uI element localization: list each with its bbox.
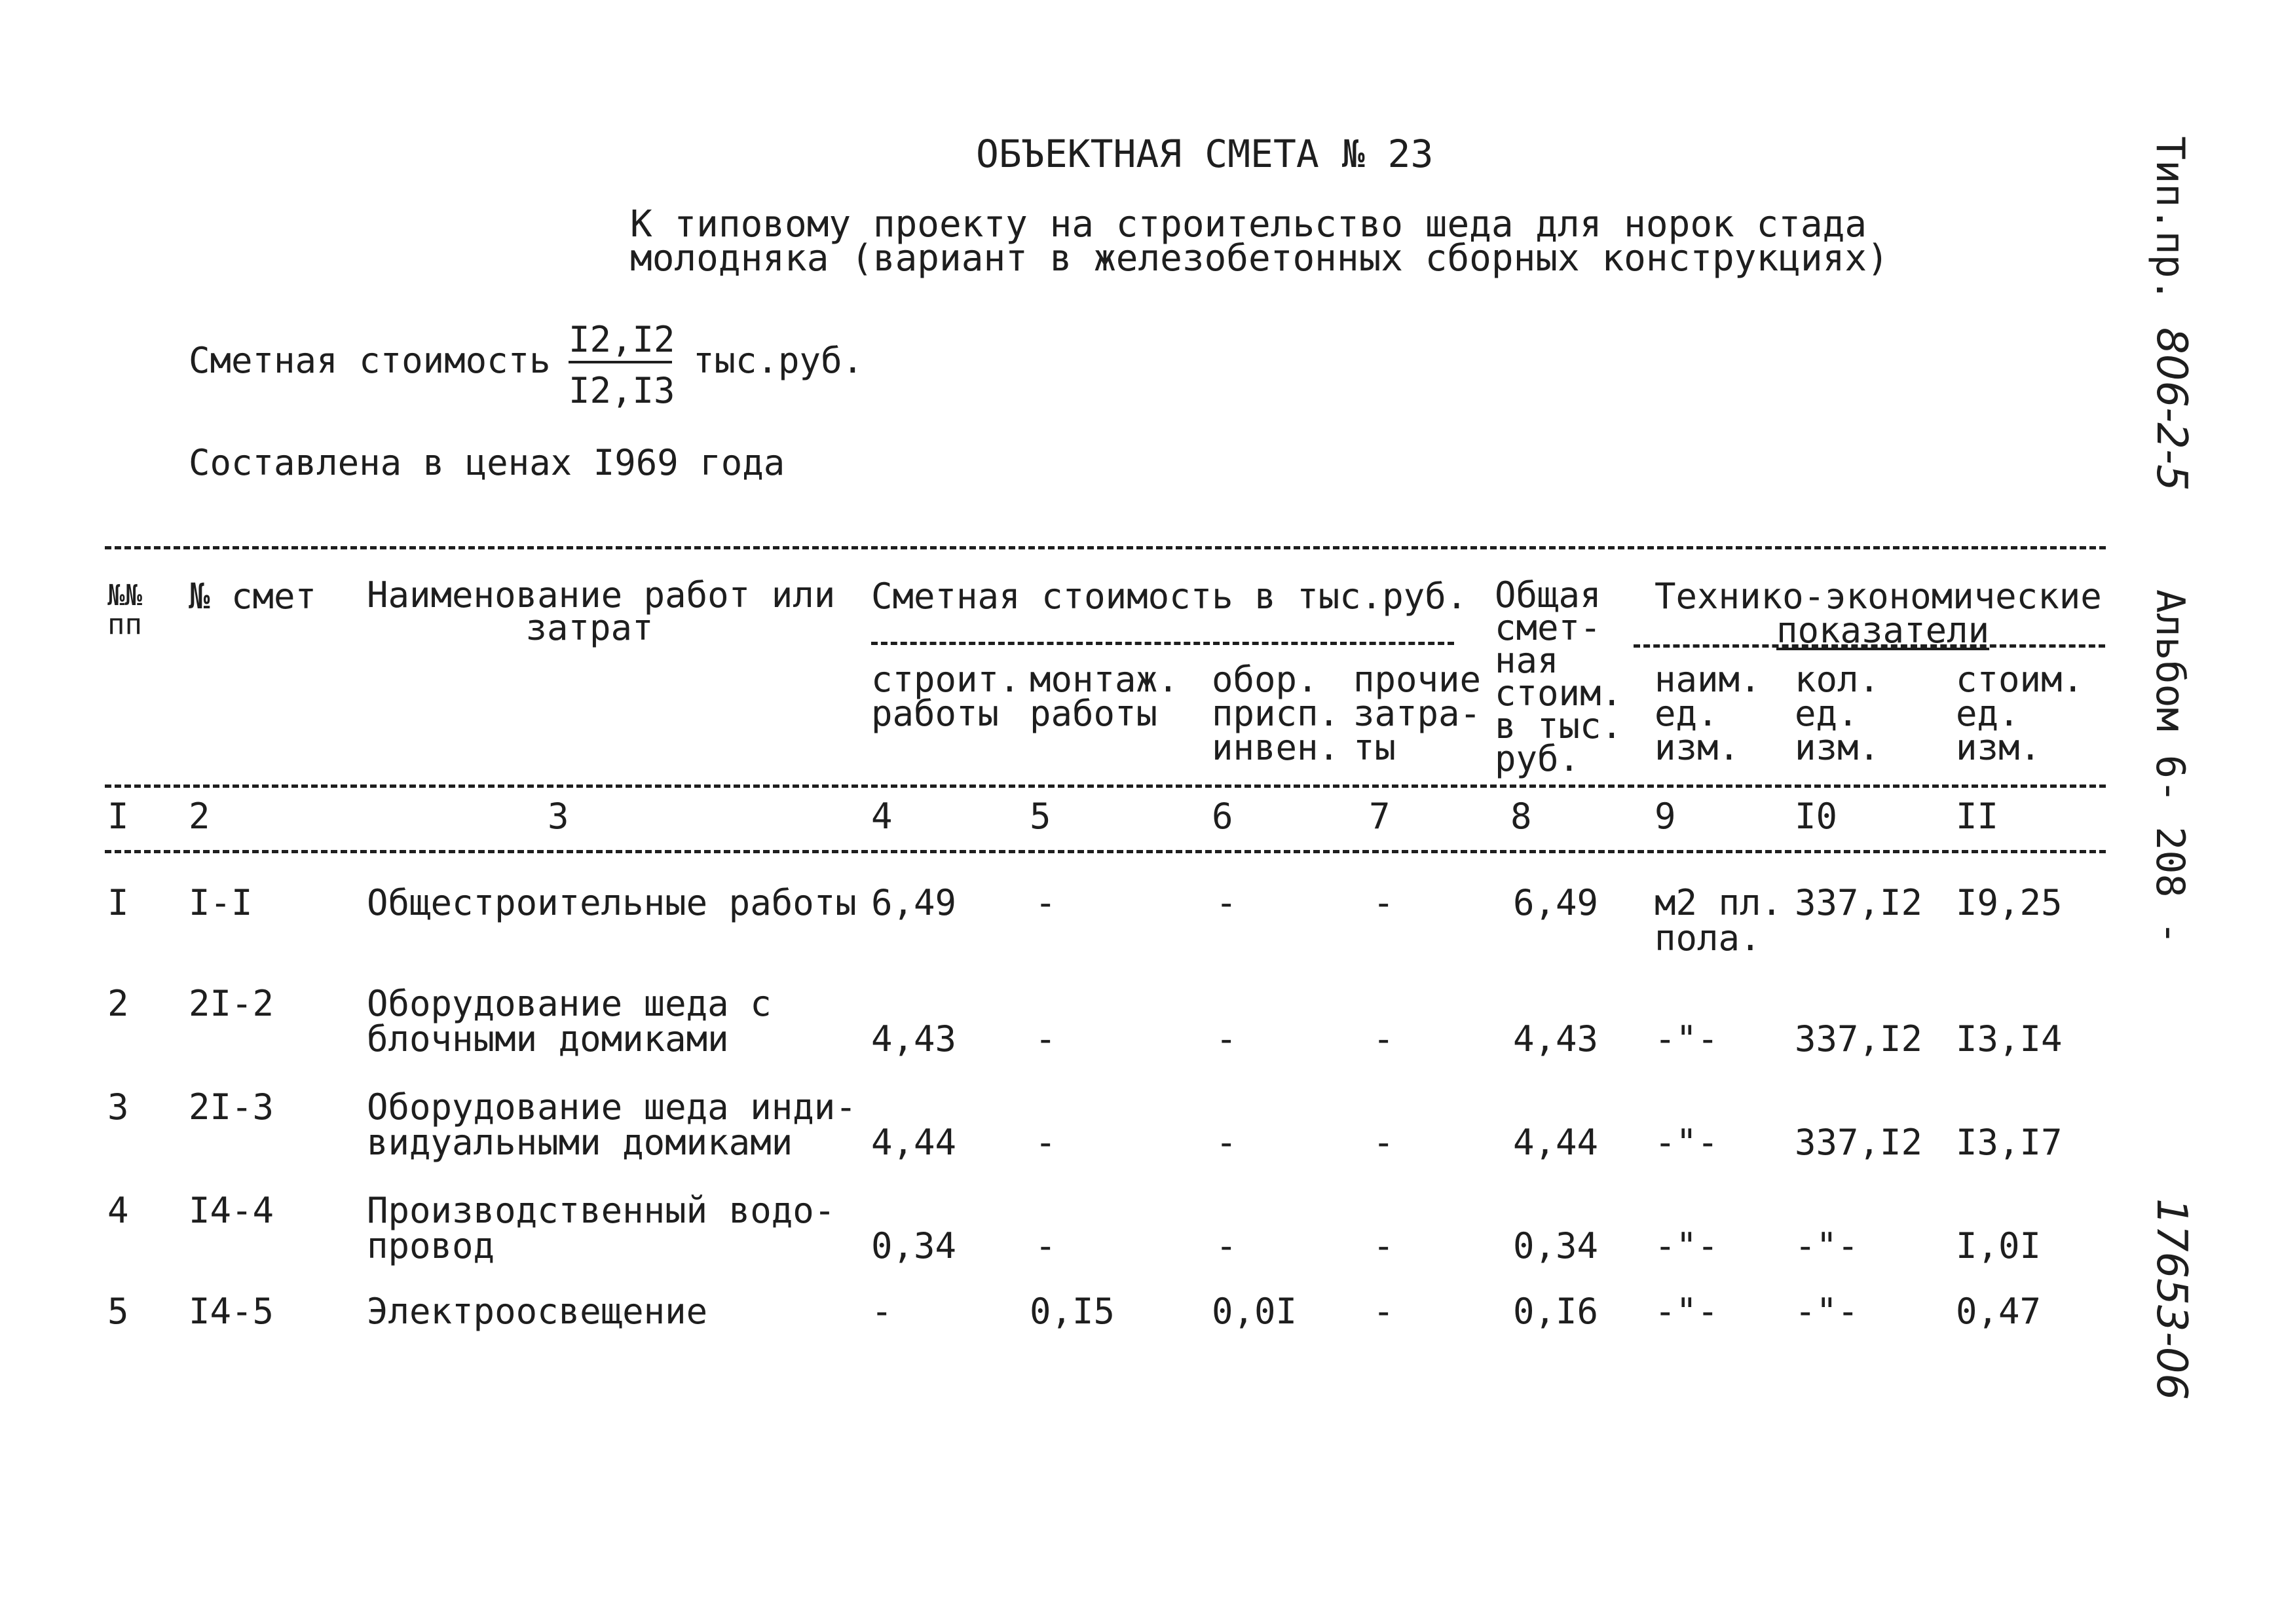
row-num: 3	[107, 1086, 129, 1128]
row-name-2: блочными домиками	[367, 1018, 729, 1060]
row-num: 2	[107, 983, 129, 1024]
row-total: 4,43	[1513, 1018, 1599, 1060]
column-number-11: II	[1956, 796, 1999, 837]
column-number-7: 7	[1369, 796, 1391, 837]
row-name-2: провод	[367, 1225, 495, 1266]
stamp-project-code: 806-2-5	[2147, 327, 2196, 491]
row-unit-cost: I9,25	[1956, 882, 2063, 923]
cost-group-rule	[871, 642, 1454, 645]
column-number-10: I0	[1795, 796, 1838, 837]
header-tech-group: Технико-экономические	[1655, 576, 2102, 617]
header-unit-name: наим. ед. изм.	[1655, 659, 1761, 768]
column-number-9: 9	[1655, 796, 1676, 837]
row-estimate: 2I-3	[189, 1086, 274, 1128]
column-number-6: 6	[1212, 796, 1233, 837]
column-number-rule	[105, 850, 2106, 853]
document-subtitle-line2: молодняка (вариант в железобетонных сборных конструкциях)	[630, 237, 1889, 280]
header-estimate: № смет	[189, 576, 317, 617]
row-equipment: -	[1216, 1018, 1237, 1060]
cost-denominator: I2,I3	[569, 370, 675, 411]
row-total: 0,34	[1513, 1225, 1599, 1266]
row-other: -	[1373, 1122, 1394, 1163]
row-num: 4	[107, 1190, 129, 1231]
stamp-project-label: Тип.пр.	[2147, 136, 2193, 302]
row-name: Общестроительные работы	[367, 882, 857, 923]
row-unit-name: м2 пл.	[1655, 882, 1783, 923]
cost-unit: тыс.руб.	[693, 340, 864, 381]
stamp-album: Альбом 6	[2147, 589, 2193, 779]
row-other: -	[1373, 882, 1394, 923]
row-name-2: видуальными домиками	[367, 1122, 793, 1163]
row-num: I	[107, 882, 129, 923]
row-equipment: 0,0I	[1212, 1291, 1298, 1332]
column-number-3: 3	[548, 796, 569, 837]
header-construction: строит. работы	[871, 659, 1020, 734]
row-unit-qty: 337,I2	[1795, 882, 1923, 923]
column-number-1: I	[107, 796, 129, 837]
row-equipment: -	[1216, 1122, 1237, 1163]
column-number-4: 4	[871, 796, 893, 837]
row-equipment: -	[1216, 1225, 1237, 1266]
row-unit-qty: -"-	[1795, 1225, 1859, 1266]
row-total: 0,I6	[1513, 1291, 1599, 1332]
row-name: Производственный водо-	[367, 1190, 836, 1231]
row-unit-name: -"-	[1655, 1225, 1719, 1266]
column-number-2: 2	[189, 796, 210, 837]
row-unit-cost: 0,47	[1956, 1291, 2042, 1332]
column-number-5: 5	[1030, 796, 1051, 837]
header-num: №№ пп	[107, 579, 142, 641]
row-name: Электроосвещение	[367, 1291, 708, 1332]
header-cost-group: Сметная стоимость в тыс.руб.	[871, 576, 1468, 617]
table-header-rule	[105, 784, 2106, 788]
row-unit-name: -"-	[1655, 1018, 1719, 1060]
row-construction: 4,44	[871, 1122, 957, 1163]
column-number-8: 8	[1510, 796, 1532, 837]
row-construction: 4,43	[871, 1018, 957, 1060]
row-name: Оборудование шеда инди-	[367, 1086, 857, 1128]
row-construction: 0,34	[871, 1225, 957, 1266]
document-subtitle-line1: К типовому проекту на строительство шеда для норок стада	[630, 203, 1867, 246]
stamp-inventory-number: 17653-06	[2147, 1198, 2196, 1401]
row-estimate: I-I	[189, 882, 253, 923]
row-unit-cost: I,0I	[1956, 1225, 2042, 1266]
row-installation: -	[1035, 1018, 1057, 1060]
row-total: 6,49	[1513, 882, 1599, 923]
row-estimate: I4-4	[189, 1190, 274, 1231]
row-num: 5	[107, 1291, 129, 1332]
header-other: прочие затра- ты	[1353, 659, 1482, 768]
document-title: ОБЪЕКТНАЯ СМЕТА № 23	[976, 132, 1434, 176]
header-name: Наименование работ или затрат	[367, 574, 836, 648]
header-total: Общая смет- ная стоим. в тыс. руб.	[1495, 574, 1623, 779]
prices-note: Составлена в ценах I969 года	[189, 442, 785, 483]
header-installation: монтаж. работы	[1030, 659, 1179, 734]
row-installation: -	[1035, 882, 1057, 923]
stamp-page: - 208 -	[2147, 779, 2193, 945]
row-total: 4,44	[1513, 1122, 1599, 1163]
row-equipment: -	[1216, 882, 1237, 923]
cost-label: Сметная стоимость	[189, 340, 551, 381]
row-construction: 6,49	[871, 882, 957, 923]
row-unit-qty: 337,I2	[1795, 1018, 1923, 1060]
row-unit-cost: I3,I7	[1956, 1122, 2063, 1163]
header-unit-cost: стоим. ед. изм.	[1956, 659, 2084, 768]
header-equipment: обор. присп. инвен.	[1212, 659, 1340, 768]
row-unit-name: -"-	[1655, 1122, 1719, 1163]
header-unit-qty: кол. ед. изм.	[1795, 659, 1880, 768]
row-other: -	[1373, 1225, 1394, 1266]
row-unit-qty: 337,I2	[1795, 1122, 1923, 1163]
row-estimate: 2I-2	[189, 983, 274, 1024]
cost-numerator: I2,I2	[569, 319, 675, 360]
row-other: -	[1373, 1018, 1394, 1060]
row-installation: 0,I5	[1030, 1291, 1115, 1332]
row-installation: -	[1035, 1225, 1057, 1266]
row-estimate: I4-5	[189, 1291, 274, 1332]
row-unit-name-2: пола.	[1655, 917, 1761, 959]
header-tech-group-sub: показатели	[1776, 610, 1990, 651]
cost-fraction-line	[569, 361, 672, 363]
row-name: Оборудование шеда с	[367, 983, 772, 1024]
row-unit-name: -"-	[1655, 1291, 1719, 1332]
row-other: -	[1373, 1291, 1394, 1332]
row-unit-cost: I3,I4	[1956, 1018, 2063, 1060]
table-top-rule	[105, 546, 2106, 549]
row-unit-qty: -"-	[1795, 1291, 1859, 1332]
row-construction: -	[871, 1291, 893, 1332]
row-installation: -	[1035, 1122, 1057, 1163]
